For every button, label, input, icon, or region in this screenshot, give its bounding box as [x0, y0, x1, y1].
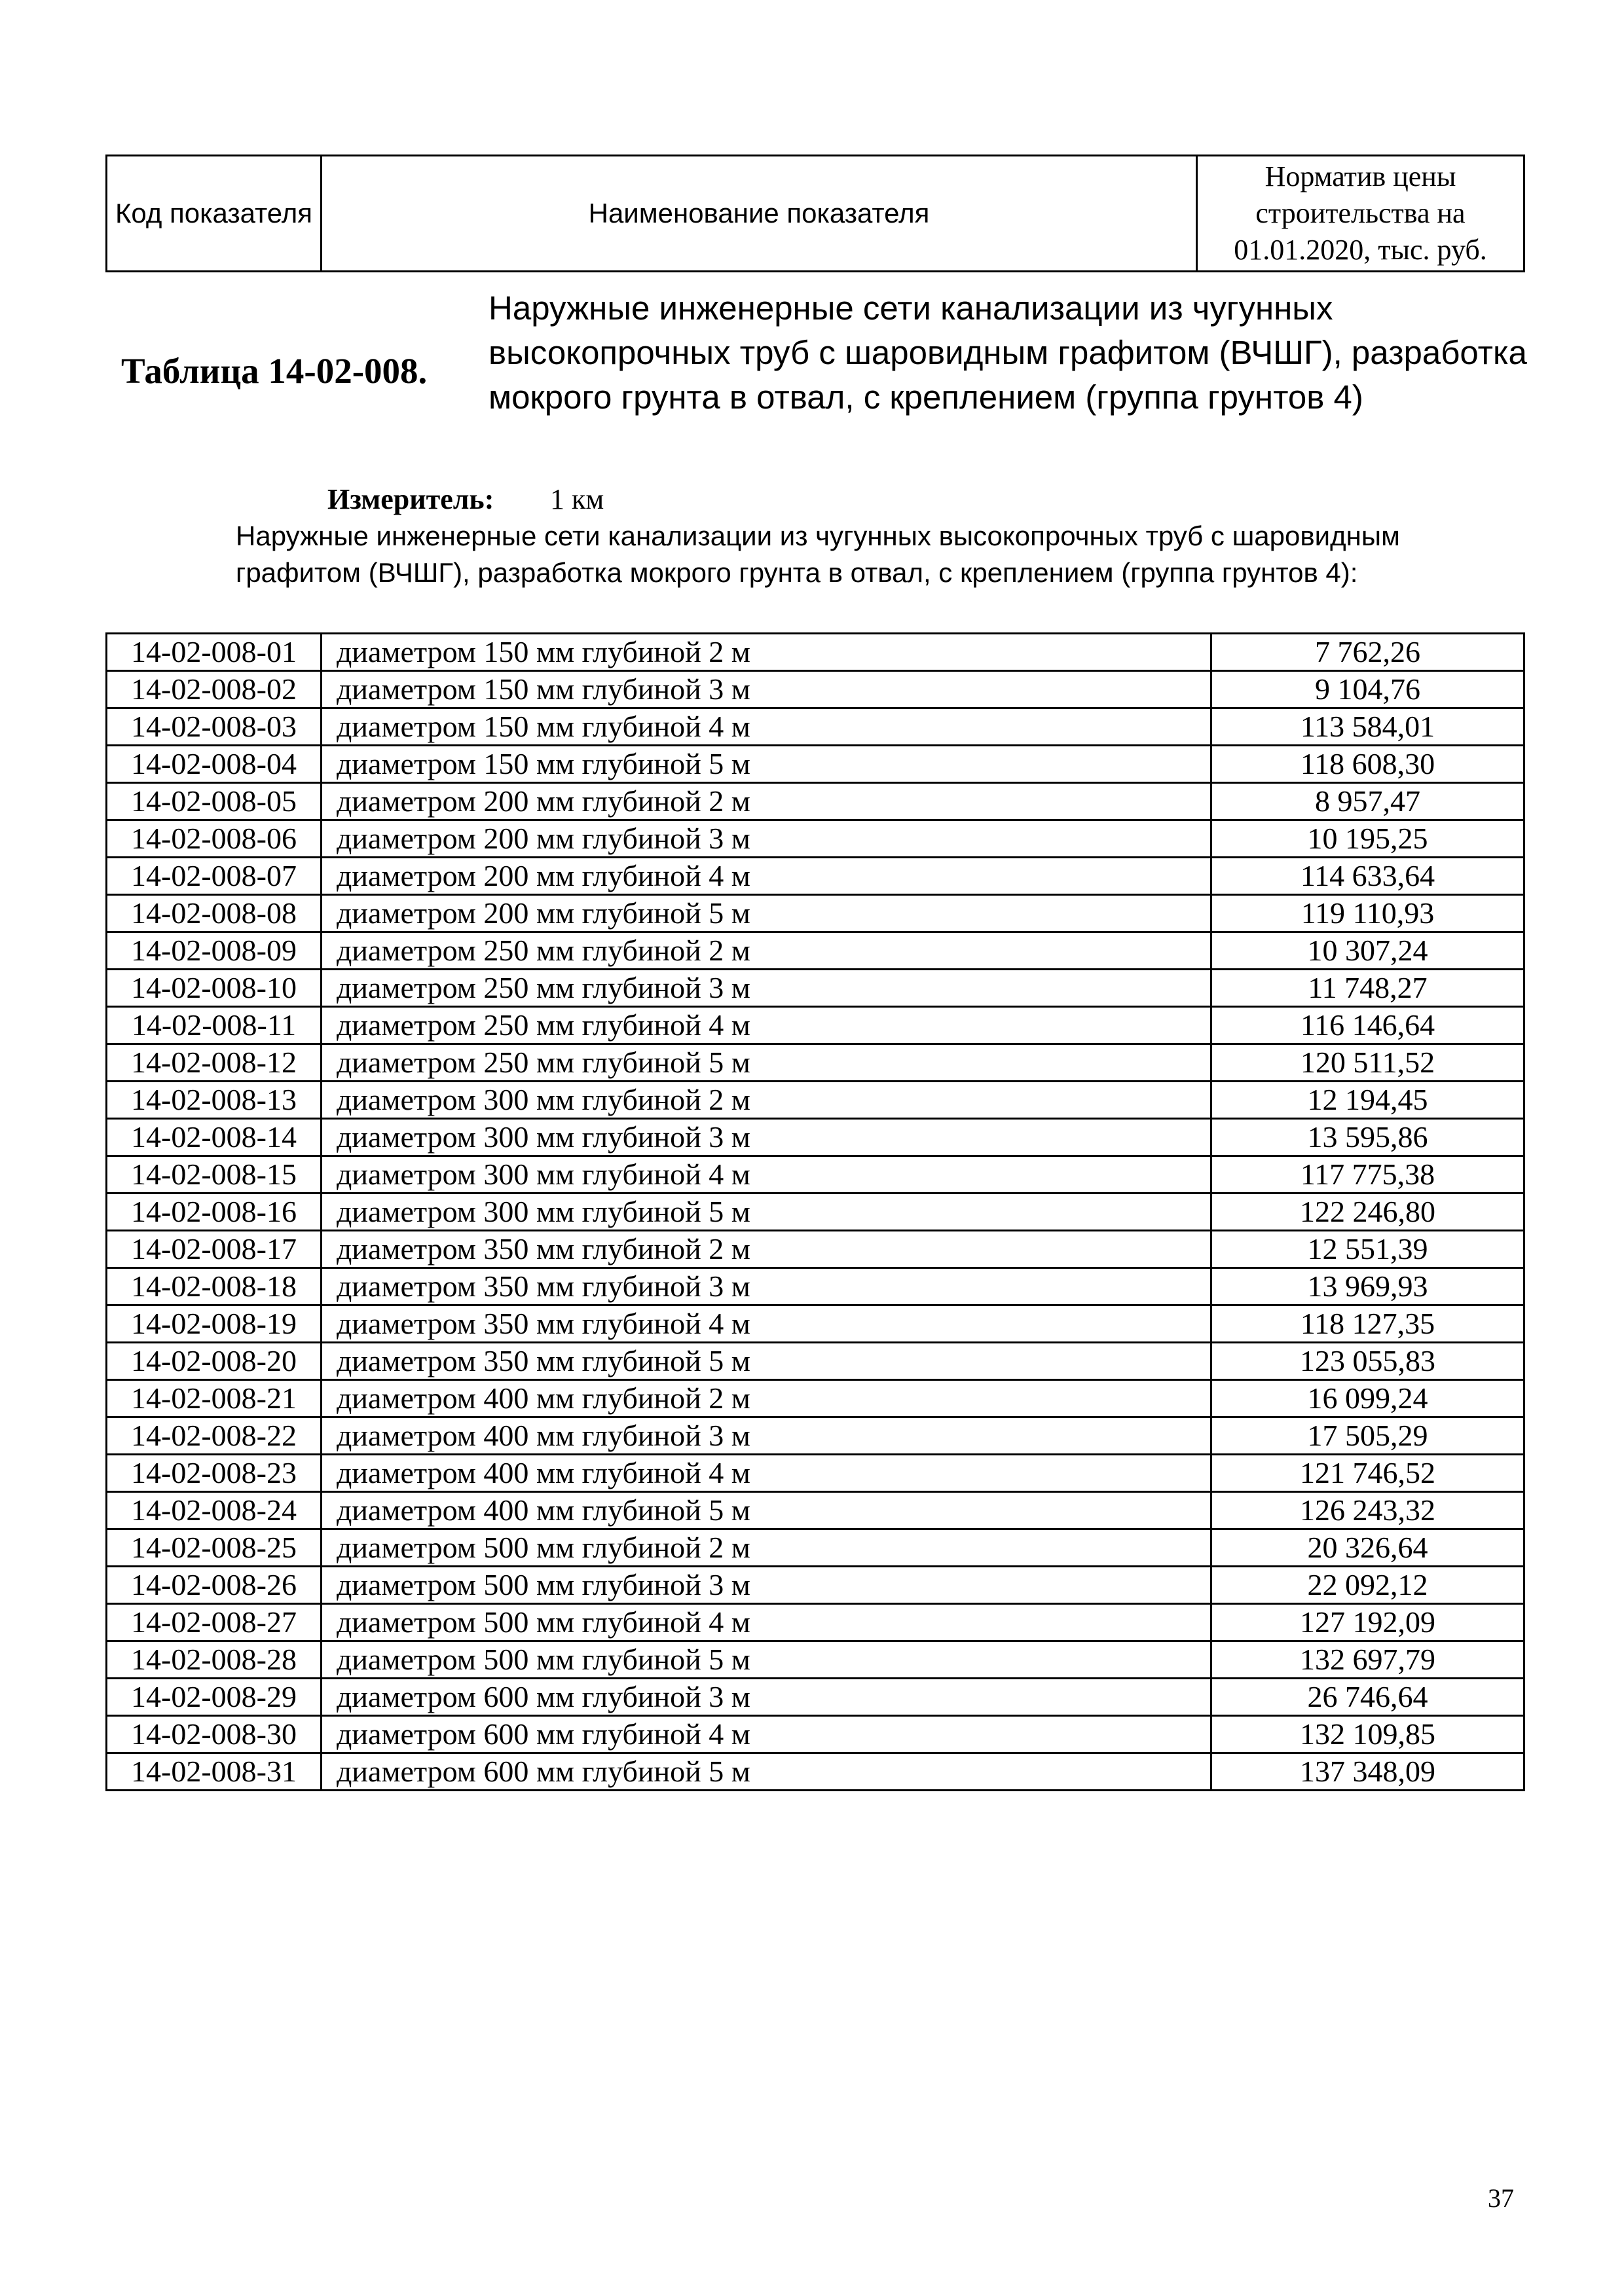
table-row	[107, 1417, 1524, 1455]
row-price-cell: 121 746,52	[1211, 1455, 1524, 1492]
row-name-cell: диаметром 150 мм глубиной 2 м	[322, 634, 1211, 671]
row-price-cell: 10 195,25	[1211, 820, 1524, 858]
row-price-cell: 132 109,85	[1211, 1716, 1524, 1753]
table-row	[107, 1604, 1524, 1641]
table-row	[107, 820, 1524, 858]
table-row	[107, 671, 1524, 708]
row-price-cell: 26 746,64	[1211, 1679, 1524, 1716]
row-name-cell: диаметром 500 мм глубиной 3 м	[322, 1567, 1211, 1604]
row-price-cell: 113 584,01	[1211, 708, 1524, 746]
row-price-cell: 116 146,64	[1211, 1007, 1524, 1044]
row-code-cell: 14-02-008-25	[107, 1529, 322, 1567]
row-name-cell: диаметром 250 мм глубиной 4 м	[322, 1007, 1211, 1044]
row-code-cell: 14-02-008-13	[107, 1082, 322, 1119]
row-name-cell: диаметром 600 мм глубиной 5 м	[322, 1753, 1211, 1791]
row-name-cell: диаметром 600 мм глубиной 4 м	[322, 1716, 1211, 1753]
row-price-cell: 132 697,79	[1211, 1641, 1524, 1679]
row-name-cell: диаметром 500 мм глубиной 5 м	[322, 1641, 1211, 1679]
row-name-cell: диаметром 300 мм глубиной 4 м	[322, 1156, 1211, 1194]
row-name-cell: диаметром 200 мм глубиной 5 м	[322, 895, 1211, 932]
table-row	[107, 1679, 1524, 1716]
row-name-cell: диаметром 250 мм глубиной 2 м	[322, 932, 1211, 970]
table-row	[107, 1380, 1524, 1417]
table-row	[107, 708, 1524, 746]
row-code-cell: 14-02-008-24	[107, 1492, 322, 1529]
row-code-cell: 14-02-008-29	[107, 1679, 322, 1716]
row-code-cell: 14-02-008-16	[107, 1194, 322, 1231]
table-row	[107, 1641, 1524, 1679]
table-row	[107, 1231, 1524, 1268]
row-code-cell: 14-02-008-19	[107, 1305, 322, 1343]
row-name-cell: диаметром 350 мм глубиной 3 м	[322, 1268, 1211, 1305]
row-code-cell: 14-02-008-07	[107, 858, 322, 895]
row-code-cell: 14-02-008-03	[107, 708, 322, 746]
row-code-cell: 14-02-008-09	[107, 932, 322, 970]
row-price-cell: 127 192,09	[1211, 1604, 1524, 1641]
row-price-cell: 16 099,24	[1211, 1380, 1524, 1417]
row-code-cell: 14-02-008-11	[107, 1007, 322, 1044]
row-price-cell: 117 775,38	[1211, 1156, 1524, 1194]
row-code-cell: 14-02-008-22	[107, 1417, 322, 1455]
row-code-cell: 14-02-008-08	[107, 895, 322, 932]
row-price-cell: 120 511,52	[1211, 1044, 1524, 1082]
row-code-cell: 14-02-008-23	[107, 1455, 322, 1492]
row-code-cell: 14-02-008-15	[107, 1156, 322, 1194]
row-name-cell: диаметром 350 мм глубиной 4 м	[322, 1305, 1211, 1343]
row-price-cell: 13 969,93	[1211, 1268, 1524, 1305]
row-price-cell: 10 307,24	[1211, 932, 1524, 970]
table-row	[107, 1492, 1524, 1529]
table-row	[107, 970, 1524, 1007]
header-name-cell: Наименование показателя	[322, 156, 1197, 272]
table-row	[107, 1082, 1524, 1119]
row-price-cell: 11 748,27	[1211, 970, 1524, 1007]
row-name-cell: диаметром 200 мм глубиной 3 м	[322, 820, 1211, 858]
table-row	[107, 783, 1524, 820]
row-name-cell: диаметром 150 мм глубиной 3 м	[322, 671, 1211, 708]
measure-value: 1 км	[550, 483, 604, 515]
row-code-cell: 14-02-008-21	[107, 1380, 322, 1417]
header-row	[107, 156, 1524, 272]
table-row	[107, 1007, 1524, 1044]
row-name-cell: диаметром 300 мм глубиной 2 м	[322, 1082, 1211, 1119]
header-price-cell: Норматив цены строительства на 01.01.2020, тыс. руб.	[1197, 156, 1524, 272]
row-name-cell: диаметром 300 мм глубиной 3 м	[322, 1119, 1211, 1156]
table-label: Таблица 14-02-008.	[121, 351, 428, 391]
table-row	[107, 858, 1524, 895]
row-name-cell: диаметром 150 мм глубиной 5 м	[322, 746, 1211, 783]
row-name-cell: диаметром 400 мм глубиной 2 м	[322, 1380, 1211, 1417]
row-name-cell: диаметром 400 мм глубиной 5 м	[322, 1492, 1211, 1529]
row-price-cell: 118 608,30	[1211, 746, 1524, 783]
page-number: 37	[1488, 2183, 1514, 2213]
row-price-cell: 126 243,32	[1211, 1492, 1524, 1529]
row-code-cell: 14-02-008-20	[107, 1343, 322, 1380]
row-name-cell: диаметром 200 мм глубиной 2 м	[322, 783, 1211, 820]
table-row	[107, 1156, 1524, 1194]
table-row	[107, 746, 1524, 783]
row-code-cell: 14-02-008-04	[107, 746, 322, 783]
row-price-cell: 119 110,93	[1211, 895, 1524, 932]
row-code-cell: 14-02-008-26	[107, 1567, 322, 1604]
row-price-cell: 20 326,64	[1211, 1529, 1524, 1567]
row-code-cell: 14-02-008-05	[107, 783, 322, 820]
row-price-cell: 13 595,86	[1211, 1119, 1524, 1156]
row-price-cell: 123 055,83	[1211, 1343, 1524, 1380]
table-row	[107, 1119, 1524, 1156]
row-code-cell: 14-02-008-10	[107, 970, 322, 1007]
table-row	[107, 895, 1524, 932]
row-code-cell: 14-02-008-28	[107, 1641, 322, 1679]
row-price-cell: 9 104,76	[1211, 671, 1524, 708]
table-row	[107, 1343, 1524, 1380]
row-name-cell: диаметром 600 мм глубиной 3 м	[322, 1679, 1211, 1716]
price-table	[105, 632, 1525, 1791]
table-row	[107, 1567, 1524, 1604]
row-code-cell: 14-02-008-30	[107, 1716, 322, 1753]
row-name-cell: диаметром 500 мм глубиной 2 м	[322, 1529, 1211, 1567]
table-row	[107, 1268, 1524, 1305]
table-row	[107, 1044, 1524, 1082]
row-price-cell: 22 092,12	[1211, 1567, 1524, 1604]
row-code-cell: 14-02-008-02	[107, 671, 322, 708]
table-row	[107, 1194, 1524, 1231]
row-name-cell: диаметром 500 мм глубиной 4 м	[322, 1604, 1211, 1641]
table-row	[107, 1305, 1524, 1343]
row-name-cell: диаметром 400 мм глубиной 3 м	[322, 1417, 1211, 1455]
row-name-cell: диаметром 350 мм глубиной 2 м	[322, 1231, 1211, 1268]
group-caption: Наружные инженерные сети канализации из чугунных высокопрочных труб с шаровидным графитом (ВЧШГ), разработка мокрого грунта в отвал, с креплением (группа грунтов 4):	[236, 520, 1400, 588]
table-row	[107, 932, 1524, 970]
row-name-cell: диаметром 250 мм глубиной 5 м	[322, 1044, 1211, 1082]
row-price-cell: 118 127,35	[1211, 1305, 1524, 1343]
row-name-cell: диаметром 200 мм глубиной 4 м	[322, 858, 1211, 895]
header-table	[105, 155, 1525, 272]
row-name-cell: диаметром 300 мм глубиной 5 м	[322, 1194, 1211, 1231]
row-code-cell: 14-02-008-31	[107, 1753, 322, 1791]
table-row	[107, 1529, 1524, 1567]
table-row	[107, 1716, 1524, 1753]
row-code-cell: 14-02-008-18	[107, 1268, 322, 1305]
row-price-cell: 137 348,09	[1211, 1753, 1524, 1791]
header-code-cell: Код показателя	[107, 156, 322, 272]
row-code-cell: 14-02-008-14	[107, 1119, 322, 1156]
row-code-cell: 14-02-008-27	[107, 1604, 322, 1641]
row-name-cell: диаметром 250 мм глубиной 3 м	[322, 970, 1211, 1007]
price-table-body	[107, 634, 1524, 1791]
row-price-cell: 12 194,45	[1211, 1082, 1524, 1119]
row-code-cell: 14-02-008-12	[107, 1044, 322, 1082]
row-price-cell: 12 551,39	[1211, 1231, 1524, 1268]
row-price-cell: 8 957,47	[1211, 783, 1524, 820]
row-price-cell: 122 246,80	[1211, 1194, 1524, 1231]
table-title: Наружные инженерные сети канализации из чугунных высокопрочных труб с шаровидным графитом (ВЧШГ), разработка мокрого грунта в отвал, с креплением (группа грунтов 4)	[489, 289, 1527, 416]
table-row	[107, 1455, 1524, 1492]
measure-label: Измеритель:	[327, 483, 494, 515]
row-price-cell: 7 762,26	[1211, 634, 1524, 671]
row-name-cell: диаметром 400 мм глубиной 4 м	[322, 1455, 1211, 1492]
row-code-cell: 14-02-008-06	[107, 820, 322, 858]
row-price-cell: 17 505,29	[1211, 1417, 1524, 1455]
row-code-cell: 14-02-008-17	[107, 1231, 322, 1268]
table-row	[107, 634, 1524, 671]
row-name-cell: диаметром 350 мм глубиной 5 м	[322, 1343, 1211, 1380]
row-code-cell: 14-02-008-01	[107, 634, 322, 671]
table-row	[107, 1753, 1524, 1791]
row-price-cell: 114 633,64	[1211, 858, 1524, 895]
row-name-cell: диаметром 150 мм глубиной 4 м	[322, 708, 1211, 746]
